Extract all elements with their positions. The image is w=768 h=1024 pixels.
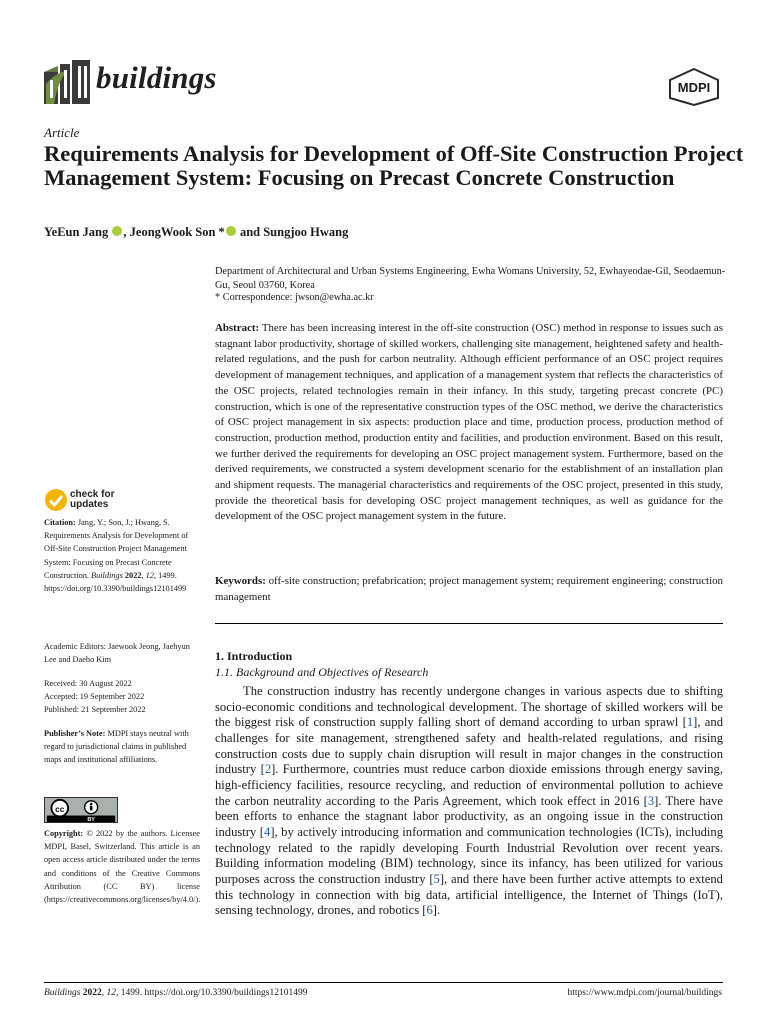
keywords-label: Keywords: — [215, 575, 266, 587]
published-date: Published: 21 September 2022 — [44, 705, 146, 715]
article-type: Article — [44, 125, 80, 140]
copyright-label: Copyright: — [44, 829, 84, 838]
editors-names: Jaewook Jeong, Jaehyun Lee and Daeho Kim — [44, 642, 190, 665]
citation-volume: 12 — [145, 570, 154, 580]
citation-label: Citation: — [44, 518, 76, 527]
publisher-name: MDPI — [677, 80, 711, 95]
footer-citation: Buildings 2022, 12, 1499. https://doi.org/10.3390/buildings12101499 — [44, 988, 308, 998]
publisher-note-label: Publisher’s Note: — [44, 729, 106, 738]
accepted-date: Accepted: 19 September 2022 — [44, 692, 145, 702]
correspondence: * Correspondence: jwson@ewha.ac.kr — [215, 292, 374, 303]
reference-link[interactable]: 2 — [264, 762, 272, 777]
author-name[interactable]: Sungjoo Hwang — [263, 225, 349, 239]
abstract — [215, 321, 723, 525]
orcid-icon[interactable] — [226, 226, 236, 236]
text-segment: ]. Furthermore, countries must reduce carbon dioxide emissions through energy saving, high-efficiency facilities, resource recycling, and reduction of environmental pollution to achieve the carbon neutrality according to the Paris Agreement, which took effect in 2016 [ — [215, 762, 723, 808]
publisher-note-text: MDPI stays neutral with regard to jurisdictional claims in published maps and institutional affiliations. — [44, 729, 189, 765]
orcid-icon[interactable] — [112, 226, 122, 236]
author-separator: and — [239, 225, 264, 239]
mdpi-logo-icon — [668, 68, 720, 106]
academic-editors — [44, 640, 200, 666]
license-badge-label: BY — [87, 817, 95, 823]
check-for-updates-icon — [44, 488, 68, 512]
cc-by-license-icon[interactable] — [44, 797, 118, 823]
affiliation: Department of Architectural and Urban Systems Engineering, Ewha Womans University, 52, Ewhayeodae-Gil, Seodaemun-Gu, Seoul 03760, Korea — [215, 266, 726, 291]
publication-dates — [44, 677, 200, 717]
footer-journal-url[interactable]: https://www.mdpi.com/journal/buildings — [567, 988, 722, 998]
text-segment: ], and there have been further active attempts to extend this technology in connection with big data, artificial intelligence, the Internet of Things (IoT), sensing technology, drones, and robotics [ — [215, 871, 723, 918]
footer-doi[interactable]: , 1499. https://doi.org/10.3390/buildings12101499 — [116, 988, 308, 998]
updates-line-2: updates — [70, 499, 109, 510]
citation-text: Jang, Y.; Son, J.; Hwang, S. Requirements Analysis for Development of Off-Site Construction Project Management System: Focusing on Precast Concrete Construction. — [44, 518, 189, 580]
text-segment: ]. There have been efforts to enhance the stagnant labor productivity, as an ongoing issue in the construction industry [ — [215, 793, 723, 839]
reference-link[interactable]: 1 — [686, 715, 694, 730]
check-for-updates-label — [70, 490, 114, 510]
section-heading: 1. Introduction — [215, 649, 293, 663]
abstract-label: Abstract: — [215, 322, 260, 334]
copyright-text: © 2022 by the authors. Licensee MDPI, Basel, Switzerland. This article is an open access article distributed under the terms and conditions of the Creative Commons Attribution (CC BY) license (https://creativecommons.org/licenses/by/4.0/). — [44, 829, 201, 905]
footer-volume: 12 — [106, 988, 117, 998]
citation-year: 2022 — [124, 570, 142, 580]
text-segment: ], by actively introducing information and communication technologies (ICTs), including technology related to the rapidly developing Fourth Industrial Revolution over recent years. Building information modeling (BIM) technology, since its infancy, has been utilized for various purposes across the construction industry [ — [215, 824, 724, 886]
subsection-heading: 1.1. Background and Objectives of Research — [215, 665, 429, 679]
author-name[interactable]: YeEun Jang — [44, 225, 109, 239]
keywords-text: off-site construction; prefabrication; project management system; requirement engineering; construction management — [215, 575, 724, 603]
text-segment: The construction industry has recently undergone changes in various aspects due to shifting socio-economic conditions and technological development. The shortage of skilled workers will be the biggest risk of construction supply falling short of demand according to urban sprawl [ — [215, 684, 723, 730]
journal-name: buildings — [96, 60, 217, 95]
text-segment: ], and challenges for site management, strengthened safety and health-related regulations, and rising construction costs due to supply chain disruption will result in major changes in the construction industry [ — [215, 715, 723, 777]
citation-doi[interactable]: , 1499. https://doi.org/10.3390/buildings12101499 — [44, 570, 187, 594]
reference-link[interactable]: 5 — [433, 871, 440, 886]
article-title: Requirements Analysis for Development of Off-Site Construction Project Management System: Focusing on Precast Concrete Construction — [44, 141, 744, 190]
svg-text:cc: cc — [55, 803, 65, 814]
updates-line-1: check for — [70, 489, 115, 500]
footer-journal: Buildings — [44, 988, 81, 998]
footer-year: 2022 — [82, 988, 102, 998]
editors-label: Academic Editors: — [44, 642, 106, 651]
author-separator: , — [123, 225, 130, 239]
received-date: Received: 30 August 2022 — [44, 679, 132, 688]
citation: Citation: Jang, Y.; Son, J.; Hwang, S. Requirements Analysis for Development of Off-Site Construction Project Management System: Focusing on Precast Concrete Construction. Buildings 2022, 12, 1499. https://doi.org/10.3390/buildings12101499 — [44, 518, 189, 594]
citation-journal: Buildings — [91, 570, 123, 580]
reference-link[interactable]: 4 — [264, 824, 271, 839]
section-divider — [215, 623, 723, 624]
keywords — [215, 574, 723, 605]
author-list — [44, 225, 348, 240]
buildings-logo-icon — [44, 60, 90, 104]
copyright — [44, 827, 200, 906]
footer-divider — [44, 982, 723, 983]
text-segment: ]. — [432, 903, 441, 918]
author-name[interactable]: JeongWook Son * — [129, 225, 225, 239]
introduction-paragraph — [215, 684, 723, 919]
reference-link[interactable]: 3 — [647, 793, 655, 808]
publisher-note — [44, 727, 200, 767]
abstract-text: There has been increasing interest in the off-site construction (OSC) method in response to issues such as stagnant labor productivity, shortage of skilled workers, challenging site management, heightened safety and health-related regulations, and the push for carbon neutrality. Although efficient performance of an OSC project requires development of management techniques, and application of a management system that reflects the characteristics of the OSC projects, related technologies remain in their infancy. In this study, targeting precast concrete (PC) construction, which is one of the representative construction types of the OSC method, we derive the characteristics of OSC project management in six aspects: production place and time, production process, production method of construction, production method, production entity and facilities, and production environment. Based on this result, we further derived the requirements for developing an OSC project management system. Furthermore, based on the derived requirements, we constructed a system development scenario for the establishment of an installation plan and shipment requests. The managerial characteristics and requirements of the OSC project, presented in this study, provide the theoretical basis for developing OSC project management techniques, as well as guidance for the development of the OSC project management system in the future. — [215, 322, 723, 523]
reference-link[interactable]: 6 — [426, 903, 433, 918]
